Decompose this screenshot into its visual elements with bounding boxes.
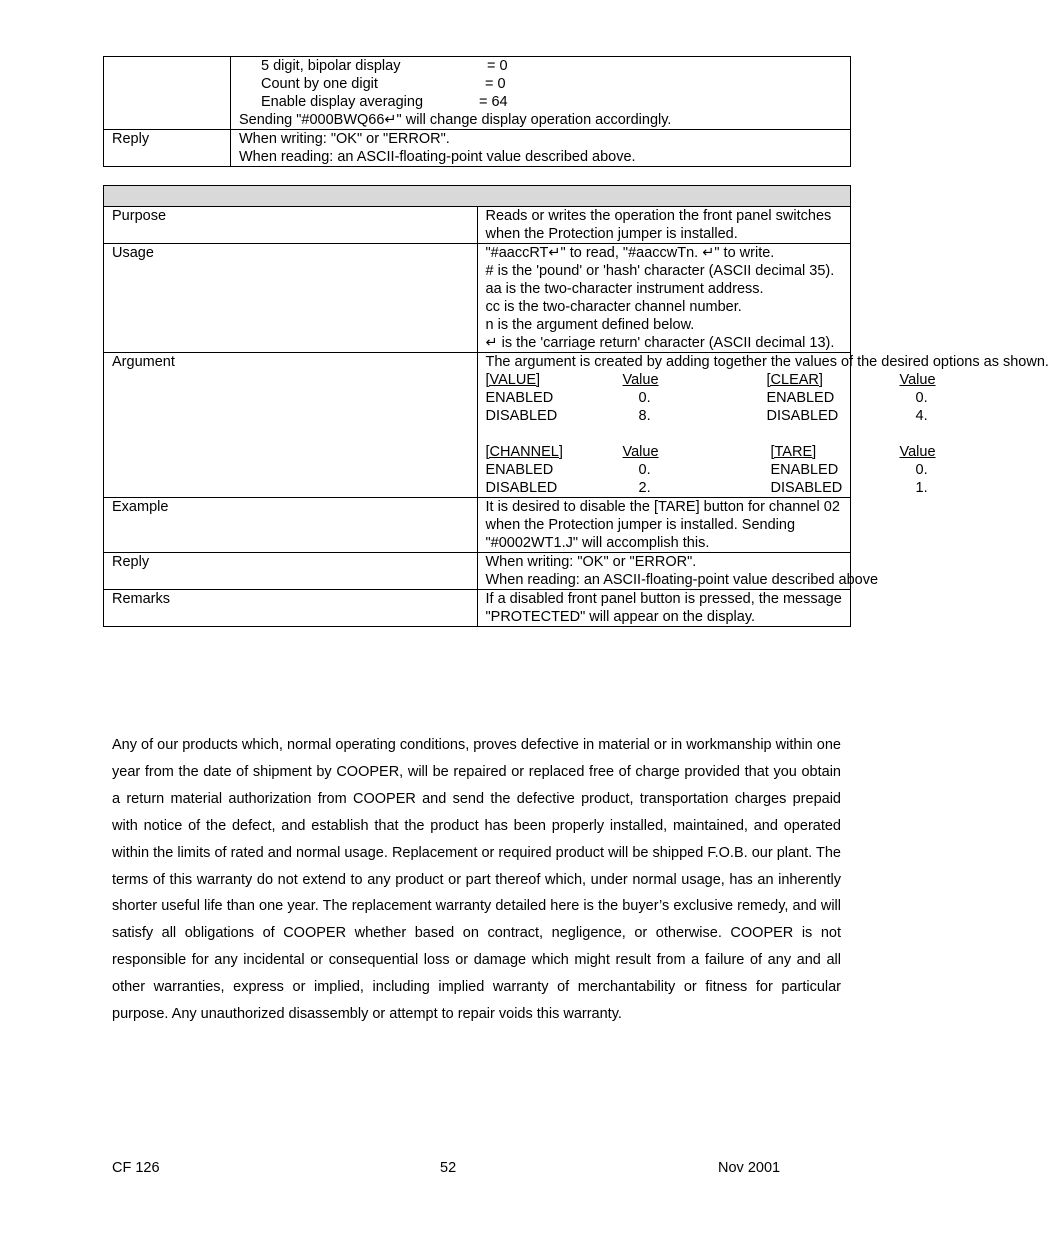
reply-cell <box>477 553 879 590</box>
option-header: [TARE] <box>770 444 817 460</box>
option-state: DISABLED <box>766 408 839 424</box>
reply-line: When reading: an ASCII-floating-point value described above. <box>239 149 636 165</box>
example-text: It is desired to disable the [TARE] button for channel 02 when the Protection jumper is installed. Sending "#0002WT1.J" will accomplish this. <box>477 498 851 553</box>
option-name: Enable display averaging <box>261 94 424 110</box>
option-value: 1. <box>915 480 928 496</box>
argument-label: Argument <box>104 353 478 498</box>
options-cell <box>231 57 851 130</box>
usage-line: "#aaccRT↵" to read, "#aaccwTn. ↵" to write. <box>485 245 775 261</box>
purpose-label: Purpose <box>104 207 478 244</box>
option-row <box>239 93 846 111</box>
option-value: 0. <box>638 390 651 406</box>
option-value: = 64 <box>479 94 508 110</box>
argument-cell <box>477 353 1049 498</box>
reply-label: Reply <box>104 130 231 167</box>
option-value: 0. <box>915 462 928 478</box>
footer-doc-id: CF 126 <box>112 1160 160 1176</box>
usage-line: aa is the two-character instrument address. <box>485 281 764 297</box>
option-state: DISABLED <box>485 480 558 496</box>
table-header <box>104 186 851 207</box>
reply-cell <box>231 130 851 167</box>
option-state: DISABLED <box>485 408 558 424</box>
reply-line: When writing: "OK" or "ERROR". <box>239 131 450 147</box>
command-table <box>103 185 1049 627</box>
option-header: [CLEAR] <box>766 372 823 388</box>
value-header: Value <box>899 372 936 388</box>
spacer <box>486 425 847 443</box>
option-row <box>239 75 846 93</box>
usage-label: Usage <box>104 244 478 353</box>
footer-date: Nov 2001 <box>718 1160 781 1176</box>
option-name: Count by one digit <box>261 76 378 92</box>
value-header: Value <box>622 444 659 460</box>
remarks-text: If a disabled front panel button is pressed, the message "PROTECTED" will appear on the display. <box>477 590 851 627</box>
option-state: DISABLED <box>770 480 843 496</box>
argument-group-1 <box>485 371 936 425</box>
usage-line: ↵ is the 'carriage return' character (ASCII decimal 13). <box>485 335 835 351</box>
value-header: Value <box>622 372 659 388</box>
option-header: [CHANNEL] <box>485 444 563 460</box>
value-header: Value <box>899 444 936 460</box>
option-state: ENABLED <box>766 390 835 406</box>
warranty-paragraph: Any of our products which, normal operating conditions, proves defective in material or in workmanship within one year from the date of shipment by COOPER, will be repaired or replaced free of charge provided that you obtain a return material authorization from COOPER and send the defective product, transportation charges prepaid with notice of the defect, and establish that the product has been properly installed, maintained, and operated within the limits of rated and normal usage. Replacement or required product will be shipped F.O.B. our plant. The terms of this warranty do not extend to any product or part thereof which, under normal usage, has an inherently shorter useful life than one year. The replacement warranty detailed here is the buyer’s exclusive remedy, and will satisfy all obligations of COOPER whether based on contract, negligence, or otherwise. COOPER is not responsible for any incidental or consequential loss or damage which might result from a failure of any and all other warranties, express or implied, including implied warranty of merchantability or fitness for particular purpose. Any unauthorized disassembly or attempt to repair voids this warranty. <box>112 737 841 1023</box>
option-value: = 0 <box>485 76 506 92</box>
option-value: 8. <box>638 408 651 424</box>
option-value: 0. <box>638 462 651 478</box>
option-value: = 0 <box>487 58 508 74</box>
reply-line: When reading: an ASCII-floating-point value described above <box>485 572 879 588</box>
remarks-label: Remarks <box>104 590 478 627</box>
empty-label-cell <box>104 57 231 130</box>
option-state: ENABLED <box>485 390 554 406</box>
option-header: [VALUE] <box>485 372 541 388</box>
option-value: 0. <box>915 390 928 406</box>
usage-cell <box>477 244 851 353</box>
reply-label: Reply <box>104 553 478 590</box>
usage-line: # is the 'pound' or 'hash' character (ASCII decimal 35). <box>485 263 835 279</box>
option-name: 5 digit, bipolar display <box>261 58 401 74</box>
example-label: Example <box>104 498 478 553</box>
sending-note: Sending "#000BWQ66↵" will change display operation accordingly. <box>239 112 672 128</box>
argument-group-2 <box>485 443 936 497</box>
usage-line: cc is the two-character channel number. <box>485 299 742 315</box>
page-footer <box>0 1160 954 1180</box>
reply-line: When writing: "OK" or "ERROR". <box>485 554 697 570</box>
footer-page-number: 52 <box>440 1160 457 1176</box>
option-state: ENABLED <box>770 462 839 478</box>
option-value: 2. <box>638 480 651 496</box>
usage-line: n is the argument defined below. <box>485 317 695 333</box>
option-value: 4. <box>915 408 928 424</box>
options-table-continued <box>103 56 851 167</box>
purpose-text: Reads or writes the operation the front panel switches when the Protection jumper is installed. <box>477 207 851 244</box>
option-row <box>239 57 846 75</box>
option-state: ENABLED <box>485 462 554 478</box>
argument-intro: The argument is created by adding together the values of the desired options as shown. <box>485 354 1049 370</box>
